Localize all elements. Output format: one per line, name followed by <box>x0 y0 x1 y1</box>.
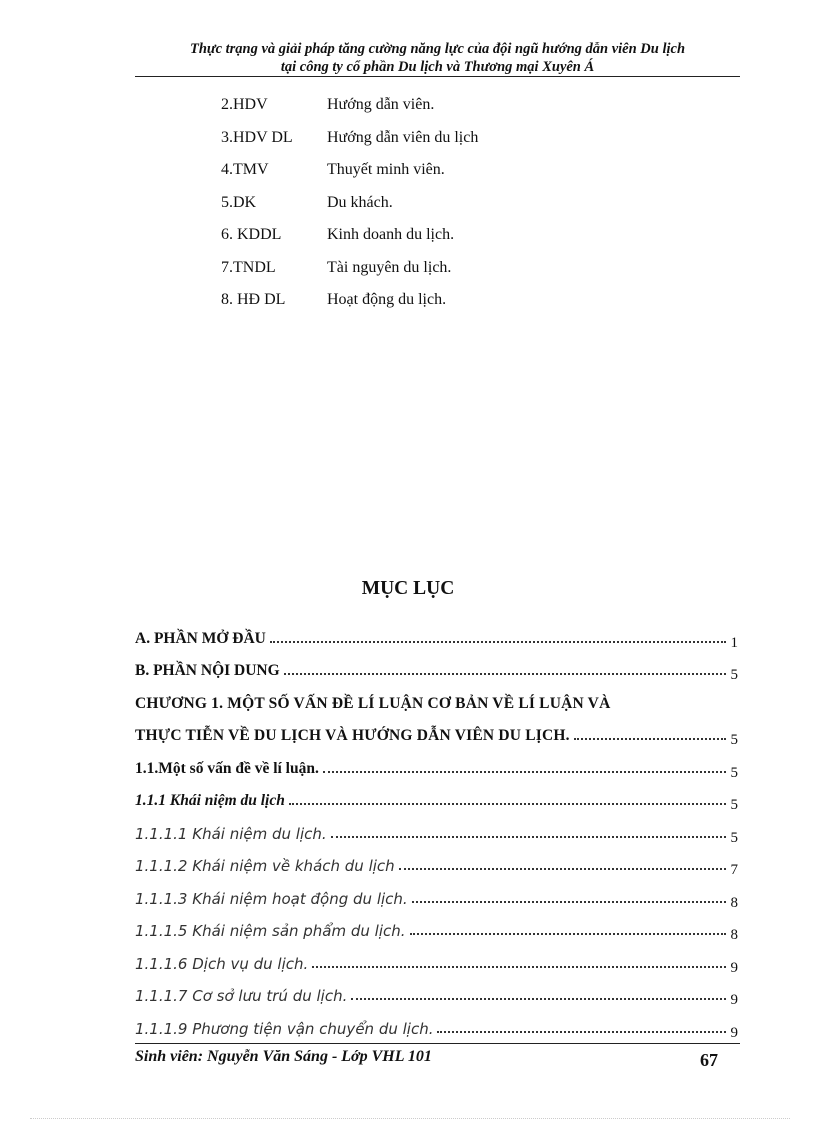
abbreviation-code: 2.HDV <box>221 96 268 113</box>
abbreviation-code: 3.HDV DL <box>221 128 293 146</box>
toc-leader <box>574 738 726 740</box>
toc-leader <box>437 1031 726 1033</box>
toc-entry-text: B. PHẦN NỘI DUNG <box>135 662 280 679</box>
page-number: 67 <box>700 1050 718 1070</box>
abbreviation-meaning: Hướng dẫn viên du lịch <box>327 128 479 146</box>
header-rule <box>135 76 740 77</box>
abbreviation-meaning: Hoạt động du lịch. <box>327 291 447 308</box>
toc-entry-text: 1.1.1.1 Khái niệm du lịch. <box>135 824 327 843</box>
abbreviation-code: 4.TMV <box>221 161 269 178</box>
toc-entry-page: 5 <box>730 732 738 748</box>
toc-entry-page: 9 <box>730 1024 738 1041</box>
abbreviation-row <box>221 259 478 292</box>
toc-entry-page: 8 <box>730 894 738 911</box>
abbreviation-code: 5.DK <box>221 193 257 211</box>
toc-entry[interactable] <box>135 778 738 811</box>
toc-entry-page: 5 <box>730 667 738 683</box>
toc-entry-text: 1.1.1.7 Cơ sở lưu trú du lịch. <box>135 987 348 1005</box>
toc-entry-page: 8 <box>730 927 738 943</box>
toc-leader <box>351 998 726 1000</box>
toc-entry[interactable] <box>135 843 738 876</box>
toc-leader <box>331 836 726 838</box>
abbreviation-row <box>221 291 478 324</box>
abbreviation-row <box>221 226 478 259</box>
toc-entry-text: 1.1.Một số vấn đề về lí luận. <box>135 759 319 777</box>
toc-entry-page: 5 <box>730 764 738 781</box>
abbreviation-list <box>221 96 478 324</box>
toc-entry-text: A. PHẦN MỞ ĐẦU <box>135 629 266 647</box>
toc-entry-text: 1.1.1.9 Phương tiện vận chuyển du lịch. <box>135 1019 434 1038</box>
toc-entry-page: 9 <box>730 959 738 976</box>
abbreviation-row <box>221 129 478 162</box>
abbreviation-meaning: Thuyết minh viên. <box>327 161 445 178</box>
abbreviation-code: 8. HĐ DL <box>221 291 286 308</box>
header-line-1: Thực trạng và giải pháp tăng cường năng lực của đội ngũ hướng dẫn viên Du lịch <box>189 41 686 57</box>
abbreviation-code: 7.TNDL <box>221 258 276 276</box>
toc-entry-page: 7 <box>730 862 738 878</box>
table-of-contents <box>135 615 738 1041</box>
toc-leader <box>399 868 726 870</box>
toc-entry[interactable] <box>135 745 738 781</box>
toc-entry-text: 1.1.1 Khái niệm du lịch <box>135 792 285 809</box>
toc-leader <box>270 641 726 643</box>
toc-leader <box>312 966 726 968</box>
header-line-2: tại công ty cổ phần Du lịch và Thương mại Xuyên Á <box>280 59 595 75</box>
toc-entry[interactable] <box>135 973 738 1006</box>
toc-entry[interactable] <box>135 615 738 651</box>
toc-title: MỤC LỤC <box>361 578 455 599</box>
toc-entry[interactable] <box>135 810 738 846</box>
toc-entry[interactable] <box>135 1005 738 1041</box>
page-edge-divider <box>30 1118 790 1119</box>
toc-entry[interactable] <box>135 648 738 681</box>
toc-entry-text: 1.1.1.3 Khái niệm hoạt động du lịch. <box>135 889 408 908</box>
toc-entry-page: 5 <box>730 797 738 813</box>
toc-entry[interactable] <box>135 713 738 746</box>
abbreviation-row <box>221 161 478 194</box>
abbreviation-meaning: Hướng dẫn viên. <box>327 96 435 113</box>
abbreviation-meaning: Du khách. <box>327 193 393 211</box>
toc-entry[interactable] <box>135 908 738 941</box>
abbreviation-row <box>221 96 478 129</box>
toc-entry-text: 1.1.1.2 Khái niệm về khách du lịch <box>135 857 395 875</box>
abbreviation-meaning: Kinh doanh du lịch. <box>327 226 455 243</box>
footer-rule <box>135 1043 740 1044</box>
toc-entry-page: 1 <box>730 634 738 651</box>
toc-entry-text: CHƯƠNG 1. MỘT SỐ VẤN ĐỀ LÍ LUẬN CƠ BẢN VỀ LÍ LUẬN VÀ <box>135 694 611 712</box>
toc-entry-text: THỰC TIỄN VỀ DU LỊCH VÀ HƯỚNG DẪN VIÊN DU LỊCH. <box>135 727 570 744</box>
toc-entry[interactable] <box>135 875 738 911</box>
toc-entry-page: 5 <box>730 829 738 846</box>
toc-entry-text: 1.1.1.5 Khái niệm sản phẩm du lịch. <box>135 922 406 940</box>
running-header <box>135 40 740 76</box>
toc-entry[interactable] <box>135 680 738 713</box>
toc-leader <box>412 901 726 903</box>
abbreviation-row <box>221 194 478 227</box>
toc-leader <box>284 673 726 675</box>
toc-entry-page: 9 <box>730 992 738 1008</box>
toc-leader <box>410 933 726 935</box>
footer-student: Sinh viên: Nguyễn Văn Sáng - Lớp VHL 101 <box>135 1048 432 1065</box>
abbreviation-code: 6. KDDL <box>221 226 282 243</box>
toc-leader <box>323 771 726 773</box>
toc-entry[interactable] <box>135 940 738 976</box>
toc-leader <box>289 803 726 805</box>
abbreviation-meaning: Tài nguyên du lịch. <box>327 258 452 276</box>
toc-entry-text: 1.1.1.6 Dịch vụ du lịch. <box>135 954 309 973</box>
